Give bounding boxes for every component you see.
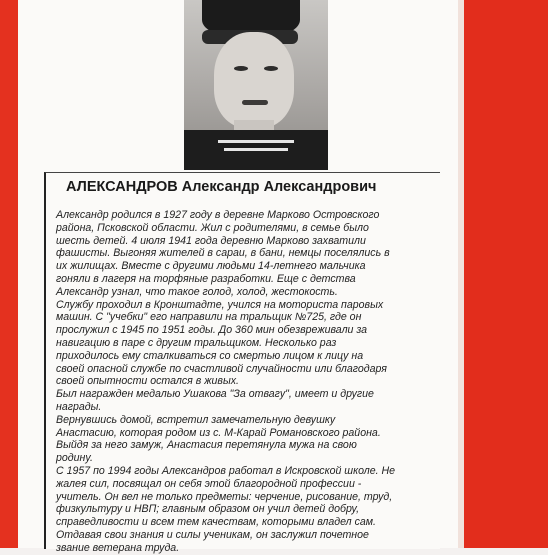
text-line: Выйдя за него замуж, Анастасия перетянула мужа на свою [56, 439, 357, 452]
text-line: родину. [56, 452, 93, 465]
text-line: награды. [56, 400, 102, 413]
text-line: Александр родился в 1927 году в деревне Марково Островского [56, 209, 380, 221]
text-line: своей опасной службе по счастливой случайности или благодаря [56, 362, 387, 375]
red-border-left [0, 0, 18, 548]
text-line: физкультуру и НВП; главным образом он учил детей добру, [56, 503, 360, 516]
red-border-right [458, 0, 548, 548]
person-name-title: АЛЕКСАНДРОВ Александр Александрович [66, 179, 377, 195]
text-line: машин. С "учебки" его направили на тральщик №725, где он [56, 311, 362, 324]
text-line: прослужил с 1945 по 1951 годы. До 360 мин обезвреживали за [56, 324, 368, 337]
text-line: их жилищах. Вместе с другими людьми 14-летнего мальчика [56, 260, 366, 273]
text-line: навигацию в паре с другим тральщиком. Несколько раз [56, 336, 337, 349]
text-line: Александр узнал, что такое голод, холод, жестокость. [56, 285, 338, 298]
text-line: Отдавая свои знания и силы ученикам, он заслужил почетное [56, 528, 369, 541]
text-line: Был награжден медалью Ушакова "За отвагу", имеет и другие [56, 388, 374, 401]
text-line: приходилось ему сталкиваться со смертью лицом к лицу на [56, 349, 364, 362]
portrait-photo [184, 0, 328, 170]
text-line: справедливости и всем тем качествам, которыми владел сам. [56, 516, 376, 529]
text-line: звание ветерана труда. [56, 541, 180, 554]
text-line: района, Псковской области. Жил с родителями, в семье было [56, 221, 369, 234]
text-line: фашисты. Выгоняя жителей в сараи, в бани, немцы поселялись в [56, 247, 390, 260]
text-line: Вернувшись домой, встретил замечательную девушку [56, 413, 336, 426]
text-line: жалея сил, посвящал он себя этой благородной профессии - [56, 477, 362, 490]
text-line: своей опытности остался в живых. [56, 375, 239, 388]
text-line: учитель. Он вел не только предметы: черчение, рисование, труд, [56, 490, 393, 503]
text-line: Анастасию, которая родом из с. М-Карай Романовского района. [56, 426, 381, 439]
text-line: С 1957 по 1994 годы Александров работал в Искровской школе. Не [56, 464, 396, 477]
text-line: гоняли в лагеря на торфяные разработки. Еще с детства [56, 272, 356, 285]
text-line: шесть детей. 4 июля 1941 года деревню Марково захватили [56, 234, 366, 247]
text-line: Службу проходил в Кронштадте, учился на моториста паровых [56, 298, 384, 311]
face [214, 32, 294, 128]
biography-card [44, 172, 440, 554]
biography-text [56, 209, 434, 555]
